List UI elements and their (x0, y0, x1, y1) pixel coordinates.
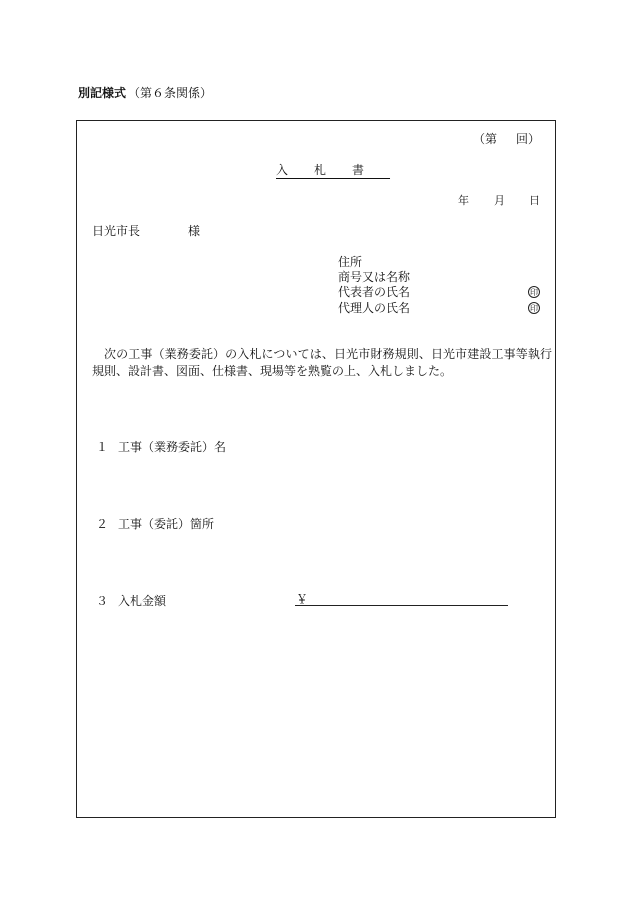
form-title: 入札書 (276, 163, 391, 177)
agent-name-label: 代理人の氏名 (338, 301, 411, 315)
bid-amount-line[interactable] (295, 605, 508, 606)
item-3-number: ３ (96, 594, 109, 608)
form-label: 別記様式 (78, 86, 127, 100)
recipient: 日光市長 (92, 224, 141, 238)
date-month: 月 (494, 194, 505, 207)
company-name-label: 商号又は名称 (338, 270, 411, 284)
bid-statement: 次の工事（業務委託）の入札については、日光市財務規則、日光市建設工事等執行規則、設計書、図面、仕様書、現場等を熟覧の上、入札しました。 (92, 347, 552, 378)
bid-form-frame (76, 120, 556, 818)
seal-mark-agent: 印 (530, 304, 538, 313)
address-label: 住所 (338, 255, 363, 269)
session-close: 回） (516, 132, 541, 146)
item-3-label: 入札金額 (118, 594, 167, 608)
representative-name-label: 代表者の氏名 (338, 285, 411, 299)
honorific: 様 (188, 224, 201, 238)
session-open: （第 (473, 132, 498, 146)
seal-mark-representative: 印 (530, 288, 538, 297)
date-year: 年 (458, 194, 469, 207)
currency-symbol: ￥ (296, 592, 309, 606)
item-1-label: 工事（業務委託）名 (118, 440, 227, 454)
form-reference: （第６条関係） (128, 86, 213, 100)
item-2-label: 工事（委託）箇所 (118, 517, 215, 531)
item-2-number: ２ (96, 517, 109, 531)
date-day: 日 (529, 194, 540, 207)
item-1-number: １ (96, 440, 109, 454)
